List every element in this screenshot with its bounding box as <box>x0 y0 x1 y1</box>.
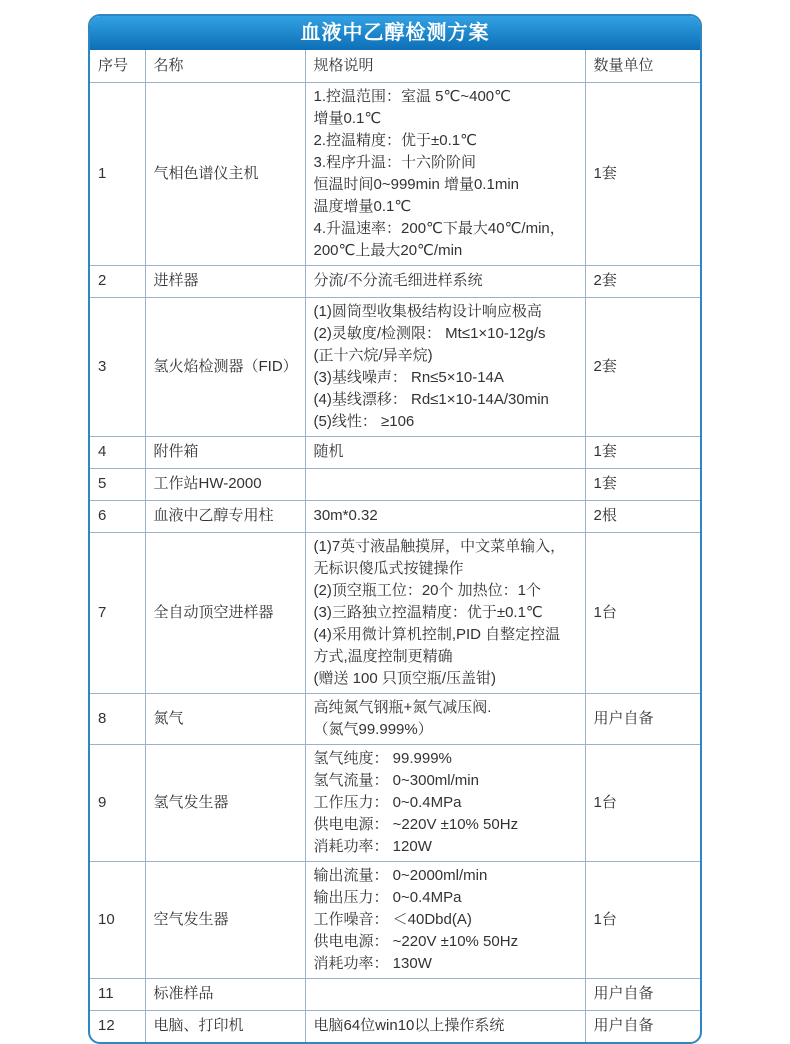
spec-line: 分流/不分流毛细进样系统 <box>313 272 483 289</box>
spec-line: 输出流量： 0~2000ml/min <box>313 866 488 884</box>
table-row <box>90 82 700 265</box>
table-row <box>90 532 700 693</box>
row-number: 6 <box>90 500 145 532</box>
column-header-no: 序号 <box>90 50 145 82</box>
item-quantity: 1台 <box>585 861 700 978</box>
spec-table-body <box>90 50 700 1042</box>
item-spec <box>305 297 585 436</box>
spec-line: 3.程序升温：十六阶阶间 <box>313 153 477 171</box>
spec-line: 无标识傻瓜式按键操作 <box>313 559 464 577</box>
spec-line: 消耗功率： 120W <box>313 837 432 855</box>
item-spec <box>305 265 585 297</box>
spec-line: (4)基线漂移： Rd≤1×10-14A/30min <box>313 390 549 408</box>
item-spec <box>305 436 585 468</box>
item-quantity: 1套 <box>585 436 700 468</box>
row-number: 5 <box>90 468 145 500</box>
row-number: 3 <box>90 297 145 436</box>
item-spec <box>305 744 585 861</box>
item-quantity: 1套 <box>585 82 700 265</box>
item-name: 电脑、打印机 <box>145 1010 305 1042</box>
spec-line: 供电电源： ~220V ±10% 50Hz <box>313 932 519 950</box>
table-row <box>90 297 700 436</box>
row-number: 4 <box>90 436 145 468</box>
column-header-qty: 数量单位 <box>585 50 700 82</box>
row-number: 2 <box>90 265 145 297</box>
item-quantity: 用户自备 <box>585 1010 700 1042</box>
item-quantity: 2套 <box>585 297 700 436</box>
column-header-name: 名称 <box>145 50 305 82</box>
table-row <box>90 265 700 297</box>
spec-line: (1)7英寸液晶触摸屏，中文菜单输入， <box>313 537 566 555</box>
spec-line: 4.升温速率：200℃下最大40℃/min， <box>313 219 565 237</box>
page-title: 血液中乙醇检测方案 <box>90 16 700 50</box>
spec-line: 氢气纯度： 99.999% <box>313 749 452 767</box>
spec-line: 随机 <box>313 443 344 460</box>
spec-line: 供电电源： ~220V ±10% 50Hz <box>313 815 519 833</box>
spec-line: (5)线性： ≥106 <box>313 412 415 430</box>
table-row <box>90 500 700 532</box>
item-name: 进样器 <box>145 265 305 297</box>
spec-line: 高纯氮气钢瓶+氮气减压阀. <box>313 698 492 716</box>
item-quantity: 2套 <box>585 265 700 297</box>
spec-table <box>90 50 700 1042</box>
item-quantity: 1套 <box>585 468 700 500</box>
spec-line: 氢气流量： 0~300ml/min <box>313 771 479 789</box>
spec-line: (3)基线噪声： Rn≤5×10-14A <box>313 368 504 386</box>
item-name: 气相色谱仪主机 <box>145 82 305 265</box>
row-number: 9 <box>90 744 145 861</box>
table-row <box>90 978 700 1010</box>
row-number: 10 <box>90 861 145 978</box>
item-name: 标准样品 <box>145 978 305 1010</box>
column-header-spec: 规格说明 <box>305 50 585 82</box>
spec-line: 工作噪音： ＜40Dbd(A) <box>313 910 472 928</box>
item-name: 氢火焰检测器（FID） <box>145 297 305 436</box>
spec-line: 方式,温度控制更精确 <box>313 647 453 665</box>
table-header-row <box>90 50 700 82</box>
spec-line: (赠送 100 只顶空瓶/压盖钳) <box>313 669 497 687</box>
spec-line: (正十六烷/异辛烷) <box>313 346 433 364</box>
item-name: 附件箱 <box>145 436 305 468</box>
spec-line: (2)灵敏度/检测限： Mt≤1×10-12g/s <box>313 324 546 342</box>
item-quantity: 2根 <box>585 500 700 532</box>
spec-line: (2)顶空瓶工位：20个 加热位：1个 <box>313 581 542 599</box>
spec-line: （氮气99.999%） <box>313 720 433 738</box>
table-row <box>90 693 700 744</box>
spec-line: (3)三路独立控温精度：优于±0.1℃ <box>313 603 543 621</box>
spec-line: 增量0.1℃ <box>313 109 382 127</box>
item-name: 工作站HW-2000 <box>145 468 305 500</box>
spec-line: 30m*0.32 <box>313 507 378 524</box>
table-row <box>90 436 700 468</box>
row-number: 8 <box>90 693 145 744</box>
item-name: 空气发生器 <box>145 861 305 978</box>
item-quantity: 1台 <box>585 744 700 861</box>
spec-sheet-card <box>88 14 702 1044</box>
spec-line: 电脑64位win10以上操作系统 <box>313 1017 505 1035</box>
row-number: 1 <box>90 82 145 265</box>
item-spec <box>305 532 585 693</box>
item-spec <box>305 468 585 500</box>
row-number: 11 <box>90 978 145 1010</box>
table-row <box>90 744 700 861</box>
spec-line: (1)圆筒型收集极结构设计响应极高 <box>313 302 542 320</box>
row-number: 7 <box>90 532 145 693</box>
spec-line: 恒温时间0~999min 增量0.1min <box>313 175 519 193</box>
item-spec <box>305 82 585 265</box>
row-number: 12 <box>90 1010 145 1042</box>
item-name: 血液中乙醇专用柱 <box>145 500 305 532</box>
item-name: 全自动顶空进样器 <box>145 532 305 693</box>
spec-line: 1.控温范围：室温 5℃~400℃ <box>313 87 511 105</box>
item-name: 氢气发生器 <box>145 744 305 861</box>
spec-line: 输出压力： 0~0.4MPa <box>313 888 462 906</box>
item-spec <box>305 693 585 744</box>
spec-line: (4)采用微计算机控制,PID 自整定控温 <box>313 625 561 643</box>
item-spec <box>305 978 585 1010</box>
item-quantity: 用户自备 <box>585 978 700 1010</box>
item-name: 氮气 <box>145 693 305 744</box>
item-spec <box>305 861 585 978</box>
item-spec <box>305 1010 585 1042</box>
item-spec <box>305 500 585 532</box>
table-row <box>90 1010 700 1042</box>
spec-line: 200℃上最大20℃/min <box>313 241 463 259</box>
item-quantity: 1台 <box>585 532 700 693</box>
spec-line: 工作压力： 0~0.4MPa <box>313 793 462 811</box>
spec-line: 温度增量0.1℃ <box>313 197 412 215</box>
item-quantity: 用户自备 <box>585 693 700 744</box>
table-row <box>90 861 700 978</box>
table-row <box>90 468 700 500</box>
spec-line: 2.控温精度：优于±0.1℃ <box>313 131 477 149</box>
spec-line: 消耗功率： 130W <box>313 954 432 972</box>
